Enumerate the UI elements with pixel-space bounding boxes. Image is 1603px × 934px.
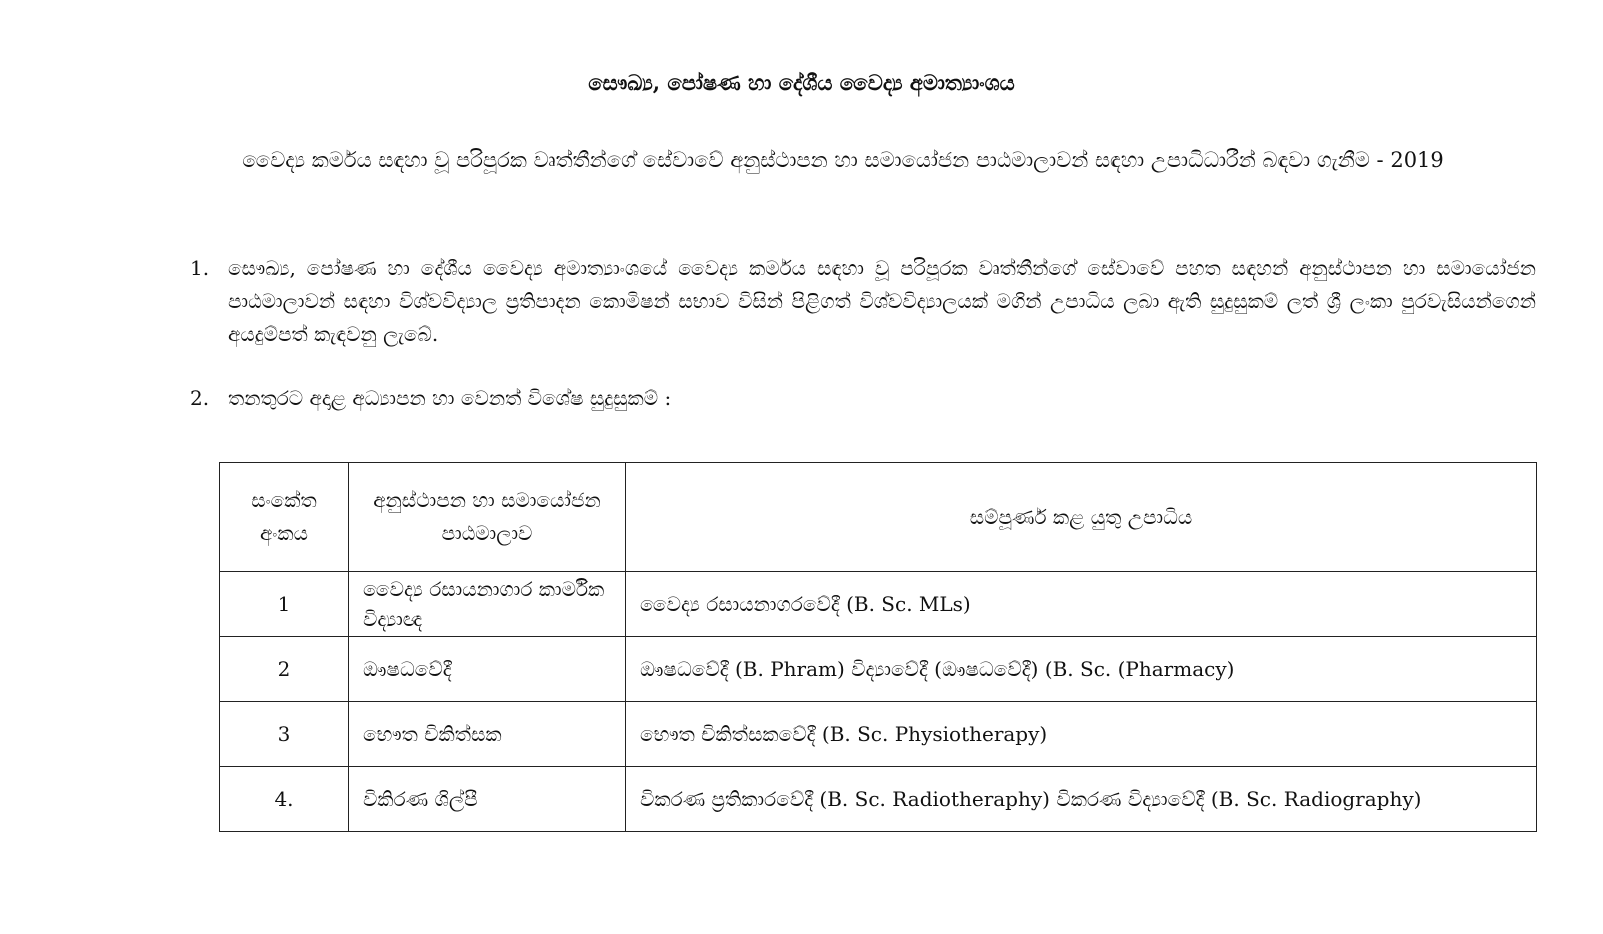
row-code: 4. (220, 767, 349, 832)
row-qualification: ඖෂධවේදී (B. Phram) විද්‍යාවේදී (ඖෂධවේදී) (B. Sc. (Pharmacy) (626, 637, 1537, 702)
header-course: අනුස්ථාපන හා සමායෝජන පාඨමාලාව (349, 463, 626, 572)
paragraph-1-text: සෞඛ්‍ය, පෝෂණ හා දේශීය වෛද්‍ය අමාත්‍යාංශයේ වෛද්‍ය කර්මය සඳහා වූ පරිපූරක වෘත්තීන්ගේ සේවාවේ පහත සඳහන් අනුස්ථාපන හා සමායෝජන පාඨමාලාවන් සඳහා විශ්වවිද්‍යාල ප්‍රතිපාදන කොමිෂන් සභාව විසින් පිළිගත් විශ්වවිද්‍යාලයක් මගින් උපාධිය ලබා ඇති සුදුසුකම් ලත් ශ්‍රී ලංකා පුරවැසියන්ගෙන් අයදුම්පත් කැඳවනු ලැබේ. (228, 256, 1536, 346)
notice-title: වෛද්‍ය කර්මය සඳහා වූ පරිපූරක වෘත්තීන්ගේ සේවාවේ අනුස්ථාපන හා සමායෝජන පාඨමාලාවන් සඳහා උපාධිධාරීන් බඳවා ගැනීම - 2019 (242, 148, 1444, 172)
paragraph-2-number: 2. (190, 386, 210, 410)
table-row (220, 702, 1537, 767)
row-code: 3 (220, 702, 349, 767)
table-row (220, 637, 1537, 702)
table-row (220, 767, 1537, 832)
table-row (220, 572, 1537, 637)
table-header-row (220, 463, 1537, 572)
ministry-title: සෞඛ්‍ය, පෝෂණ හා දේශීය වෛද්‍ය අමාත්‍යාංශය (588, 70, 1015, 95)
row-course: ඖෂධවේදී (349, 637, 626, 702)
paragraph-2 (190, 382, 1536, 415)
row-qualification: විකරණ ප්‍රතිකාරවේදී (B. Sc. Radiotheraphy) විකරණ විද්‍යාවේදී (B. Sc. Radiography) (626, 767, 1537, 832)
paragraph-1 (190, 252, 1536, 351)
paragraph-1-number: 1. (190, 256, 210, 280)
row-course: භෞත චිකිත්සක (349, 702, 626, 767)
paragraph-2-text: තනතුරට අදාළ අධ්‍යාපන හා වෙනත් විශේෂ සුදුසුකම් : (228, 386, 672, 410)
header-qualification: සම්පූර්ණ කළ යුතු උපාධිය (626, 463, 1537, 572)
row-course: විකිරණ ශිල්පී (349, 767, 626, 832)
qualifications-table (219, 462, 1537, 832)
row-code: 2 (220, 637, 349, 702)
row-qualification: වෛද්‍ය රසායනාගරවේදී (B. Sc. MLs) (626, 572, 1537, 637)
row-course: වෛද්‍ය රසායනාගාර කාර්මික විද්‍යාඥ (349, 572, 626, 637)
row-code: 1 (220, 572, 349, 637)
header-code: සංකේත අංකය (220, 463, 349, 572)
row-qualification: භෞත චිකිත්සකවේදී (B. Sc. Physiotherapy) (626, 702, 1537, 767)
